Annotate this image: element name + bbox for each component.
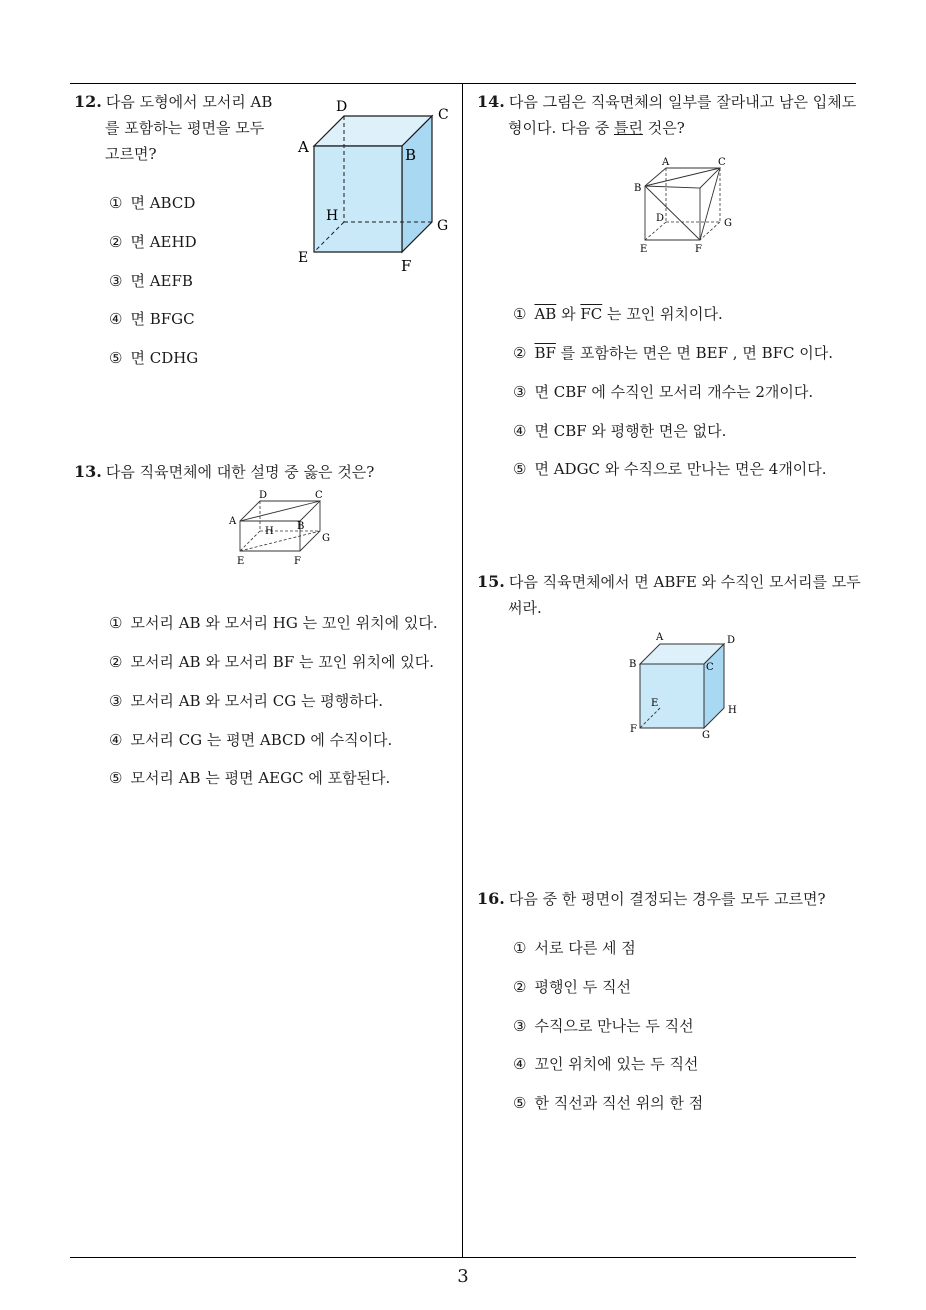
vertex-label-h: H [728, 705, 737, 716]
q13-choice-5[interactable] [109, 768, 390, 788]
choice-mark: ① [513, 305, 527, 323]
choice-mark: ③ [109, 272, 123, 290]
question-text: 다음 중 한 평면이 결정되는 경우를 모두 고르면? [508, 890, 826, 908]
hidden-edge [240, 531, 260, 551]
diagonal-ac [240, 501, 320, 521]
bottom-rule [70, 1257, 856, 1258]
choice-mark: ② [513, 344, 527, 362]
hidden-edge [645, 222, 666, 240]
vertex-label-c: C [718, 157, 726, 168]
choice-mark: ⑤ [513, 1094, 527, 1112]
hidden-edge [700, 222, 720, 240]
vertex-label-g: G [322, 533, 330, 544]
question-text-line: 다음 직육면체에서 면 ABFE 와 수직인 모서리를 모두 [508, 573, 861, 591]
choice-text: 면 BFGC [130, 310, 195, 328]
choice-text: 면 CBF 에 수직인 모서리 개수는 2개이다. [534, 383, 814, 401]
choice-text: 모서리 AB 와 모서리 BF 는 꼬인 위치에 있다. [130, 653, 435, 671]
q16-choice-3[interactable] [513, 1016, 694, 1036]
vertex-label-e: E [298, 250, 309, 266]
vertex-label-b: B [629, 659, 637, 670]
top-rule [70, 83, 856, 84]
edge-bc [645, 168, 720, 186]
q12-choice-1[interactable] [109, 193, 195, 213]
vertex-label-a: A [229, 516, 237, 527]
vertex-label-g: G [702, 730, 710, 741]
q13-cuboid-figure [226, 487, 336, 571]
choice-mark: ⑤ [109, 769, 123, 787]
q14-choice-5[interactable] [513, 459, 827, 479]
vertex-label-g: G [437, 218, 449, 234]
choice-mark: ② [109, 653, 123, 671]
edge-cf [700, 168, 720, 240]
vertex-label-a: A [298, 138, 309, 156]
cube-front-face [314, 146, 402, 252]
choice-mark: ⑤ [513, 460, 527, 478]
choice-mark: ① [513, 939, 527, 957]
q14-choice-2[interactable] [513, 343, 833, 363]
vertex-label-c: C [315, 490, 323, 501]
q13-choice-1[interactable] [109, 613, 438, 633]
choice-text: 모서리 AB 와 모서리 CG 는 평행하다. [130, 692, 384, 710]
vertex-label-e: E [651, 698, 659, 709]
choice-text: 면 AEFB [130, 272, 193, 290]
diagonal-eg [240, 531, 320, 551]
vertex-label-f: F [630, 724, 637, 735]
q12-choice-2[interactable] [109, 232, 197, 252]
question-number: 12. [74, 92, 102, 111]
q12-choice-5[interactable] [109, 348, 198, 368]
choice-mark: ② [109, 233, 123, 251]
question-number: 15. [477, 572, 505, 591]
question-text-line: 를 포함하는 평면을 모두 [105, 119, 265, 137]
question-13 [74, 459, 374, 485]
q14-choice-4[interactable] [513, 421, 726, 441]
choice-text: 서로 다른 세 점 [534, 939, 636, 957]
vertex-label-a: A [656, 632, 664, 643]
vertex-label-a: A [662, 157, 670, 168]
vertex-label-h: H [326, 208, 339, 224]
vertex-label-f: F [294, 556, 301, 567]
q12-choice-3[interactable] [109, 271, 193, 291]
choice-text: 와 [556, 305, 581, 323]
vertex-label-d: D [259, 490, 268, 501]
question-number: 14. [477, 92, 505, 111]
choice-text: 면 ABCD [130, 194, 196, 212]
vertex-label-e: E [640, 244, 648, 255]
choice-text: 모서리 AB 는 평면 AEGC 에 포함된다. [130, 769, 391, 787]
choice-mark: ③ [513, 1017, 527, 1035]
question-16 [477, 886, 826, 912]
question-15 [477, 569, 867, 621]
underlined-word: 틀린 [614, 119, 643, 137]
segment-bf: $\overline{BF}$ [534, 344, 556, 362]
q13-choice-3[interactable] [109, 691, 383, 711]
column-divider [462, 83, 463, 1258]
q14-choice-3[interactable] [513, 382, 813, 402]
vertex-label-f: F [695, 244, 702, 255]
question-text-line: 형이다. 다음 중 [508, 119, 615, 137]
vertex-label-c: C [706, 662, 714, 673]
segment-fc: $\overline{FC}$ [580, 305, 603, 323]
vertex-label-b: B [297, 521, 305, 532]
question-number: 13. [74, 462, 102, 481]
choice-text: 수직으로 만나는 두 직선 [534, 1017, 694, 1035]
choice-text: 한 직선과 직선 위의 한 점 [534, 1094, 704, 1112]
q16-choice-5[interactable] [513, 1093, 703, 1113]
question-14 [477, 89, 867, 141]
page-number: 3 [457, 1266, 469, 1287]
choice-text: 는 꼬인 위치이다. [602, 305, 723, 323]
q16-choice-2[interactable] [513, 977, 631, 997]
q14-choice-1[interactable] [513, 304, 723, 324]
segment-ab: $\overline{AB}$ [534, 305, 557, 323]
choice-mark: ⑤ [109, 349, 123, 367]
question-text-line: 써라. [508, 599, 542, 617]
choice-mark: ④ [513, 422, 527, 440]
vertex-label-b: B [405, 146, 417, 164]
choice-mark: ④ [109, 310, 123, 328]
choice-mark: ① [109, 194, 123, 212]
vertex-label-h: H [265, 526, 274, 537]
choice-mark: ④ [513, 1055, 527, 1073]
q13-choice-4[interactable] [109, 730, 392, 750]
choice-text: 모서리 AB 와 모서리 HG 는 꼬인 위치에 있다. [130, 614, 438, 632]
edge-bf [645, 186, 700, 240]
choice-text: 면 AEHD [130, 233, 197, 251]
q12-cuboid-figure [292, 94, 462, 280]
choice-text: 꼬인 위치에 있는 두 직선 [534, 1055, 699, 1073]
question-text: 다음 직육면체에 대한 설명 중 옳은 것은? [105, 463, 375, 481]
choice-text: 평행인 두 직선 [534, 978, 631, 996]
vertex-label-c: C [438, 107, 449, 123]
choice-text: 모서리 CG 는 평면 ABCD 에 수직이다. [130, 731, 393, 749]
vertex-label-e: E [237, 556, 245, 567]
vertex-label-f: F [401, 257, 412, 275]
choice-mark: ③ [109, 692, 123, 710]
vertex-label-d: D [727, 635, 736, 646]
choice-mark: ① [109, 614, 123, 632]
choice-text: 면 ADGC 와 수직으로 만나는 면은 4개이다. [534, 460, 827, 478]
choice-text: 를 포함하는 면은 면 BEF , 면 BFC 이다. [555, 344, 834, 362]
question-text-line: 다음 그림은 직육면체의 일부를 잘라내고 남은 입체도 [508, 93, 857, 111]
question-text-line: 다음 도형에서 모서리 AB [105, 93, 273, 111]
q14-truncated-solid-figure [628, 152, 748, 258]
q16-choice-1[interactable] [513, 938, 636, 958]
cube-front-face [640, 664, 704, 728]
q15-cuboid-figure [626, 630, 746, 742]
vertex-label-d: D [656, 213, 665, 224]
vertex-label-b: B [634, 183, 642, 194]
question-text-line: 고르면? [105, 145, 157, 163]
question-12 [74, 89, 289, 167]
vertex-label-g: G [724, 218, 732, 229]
q12-choice-4[interactable] [109, 309, 195, 329]
choice-mark: ④ [109, 731, 123, 749]
q13-choice-2[interactable] [109, 652, 434, 672]
choice-text: 면 CBF 와 평행한 면은 없다. [534, 422, 727, 440]
choice-text: 면 CDHG [130, 349, 199, 367]
question-number: 16. [477, 889, 505, 908]
choice-mark: ② [513, 978, 527, 996]
q16-choice-4[interactable] [513, 1054, 698, 1074]
question-text-tail: 것은? [643, 119, 685, 137]
choice-mark: ③ [513, 383, 527, 401]
vertex-label-d: D [336, 99, 348, 115]
